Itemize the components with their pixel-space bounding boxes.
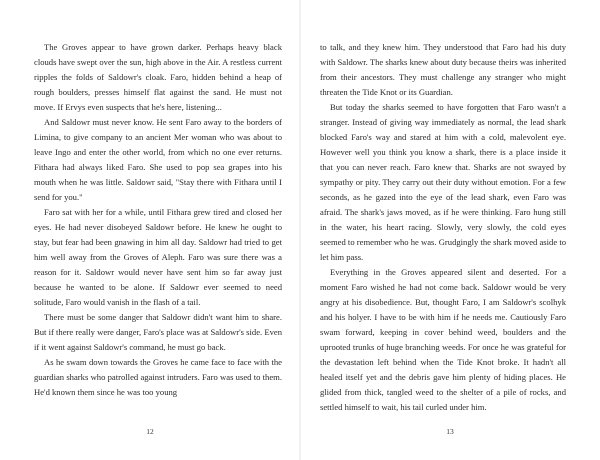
paragraph: to talk, and they knew him. They understood that Faro had his duty with Saldowr. The sharks knew about duty because theirs was inherited from their ancestors. They must challenge any stranger who might threaten the Tide Knot or its Guardian. [320, 42, 566, 97]
right-page-text [320, 40, 566, 415]
paragraph: As he swam down towards the Groves he came face to face with the guardian sharks who patrolled against intruders. Faro was used to them. He'd known them since he was too young [34, 357, 282, 397]
paragraph: There must be some danger that Saldowr didn't want him to share. But if there really were danger, Faro's place was at Saldowr's side. Even if it went against Saldowr's command, he must go back. [34, 312, 282, 352]
paragraph: The Groves appear to have grown darker. Perhaps heavy black clouds have swept over the sun, high above in the Air. A restless current ripples the folds of Saldowr's cloak. Faro, hidden behind a heap of rough boulders, presses himself flat against the sand. He must not move. If Ervys even suspects that he's here, listening... [34, 42, 282, 112]
paragraph: But today the sharks seemed to have forgotten that Faro wasn't a stranger. Instead of giving way immediately as normal, the lead shark blocked Faro's way and stared at him with a cold, malevolent eye. However well you think you know a shark, there is a place inside it that you can never reach. Faro knew that. Sharks are not swayed by sympathy or pity. They carry out their duty without emotion. For a few seconds, as he gazed into the eye of the lead shark, even Faro was afraid. The shark's jaws moved, as if he were thinking. Faro hung still in the water, his heart racing. Slowly, very slowly, the cold eyes seemed to remember who he was. Grudgingly the shark moved aside to let him pass. [320, 102, 566, 262]
paragraph: And Saldowr must never know. He sent Faro away to the borders of Limina, to give company to an ancient Mer woman who was about to leave Ingo and enter the other world, from which no one ever returns. Fithara had always liked Faro. She used to pop sea grapes into his mouth when he was little. Saldowr said, "Stay there with Fithara until I send for you." [34, 117, 282, 202]
page-number: 12 [146, 427, 154, 436]
left-page-text [34, 40, 282, 400]
page-number: 13 [446, 427, 454, 436]
paragraph: Faro sat with her for a while, until Fithara grew tired and closed her eyes. He had never disobeyed Saldowr before. He knew he ought to stay, but fear had been gnawing in him all day. Saldowr had tried to get him well away from the Groves of Aleph. Faro was sure there was a reason for it. Saldowr would never have sent him so far away just because he wanted to be alone. If Saldowr ever seemed to need solitude, Faro would vanish in the flash of a tail. [34, 207, 282, 307]
paragraph: Everything in the Groves appeared silent and deserted. For a moment Faro wished he had not come back. Saldowr would be very angry at his disobedience. But, thought Faro, I am Saldowr's scolhyk and his holyer. I have to be with him if he needs me. Cautiously Faro swam forward, keeping in cover behind weed, boulders and the uprooted trunks of huge branching weeds. For once he was grateful for the devastation left behind when the Tide Knot broke. It hadn't all healed itself yet and the debris gave him plenty of hiding places. He glided from thick, tangled weed to the shelter of a pile of rocks, and settled himself to wait, his tail curled under him. [320, 267, 566, 412]
right-page [300, 0, 600, 460]
